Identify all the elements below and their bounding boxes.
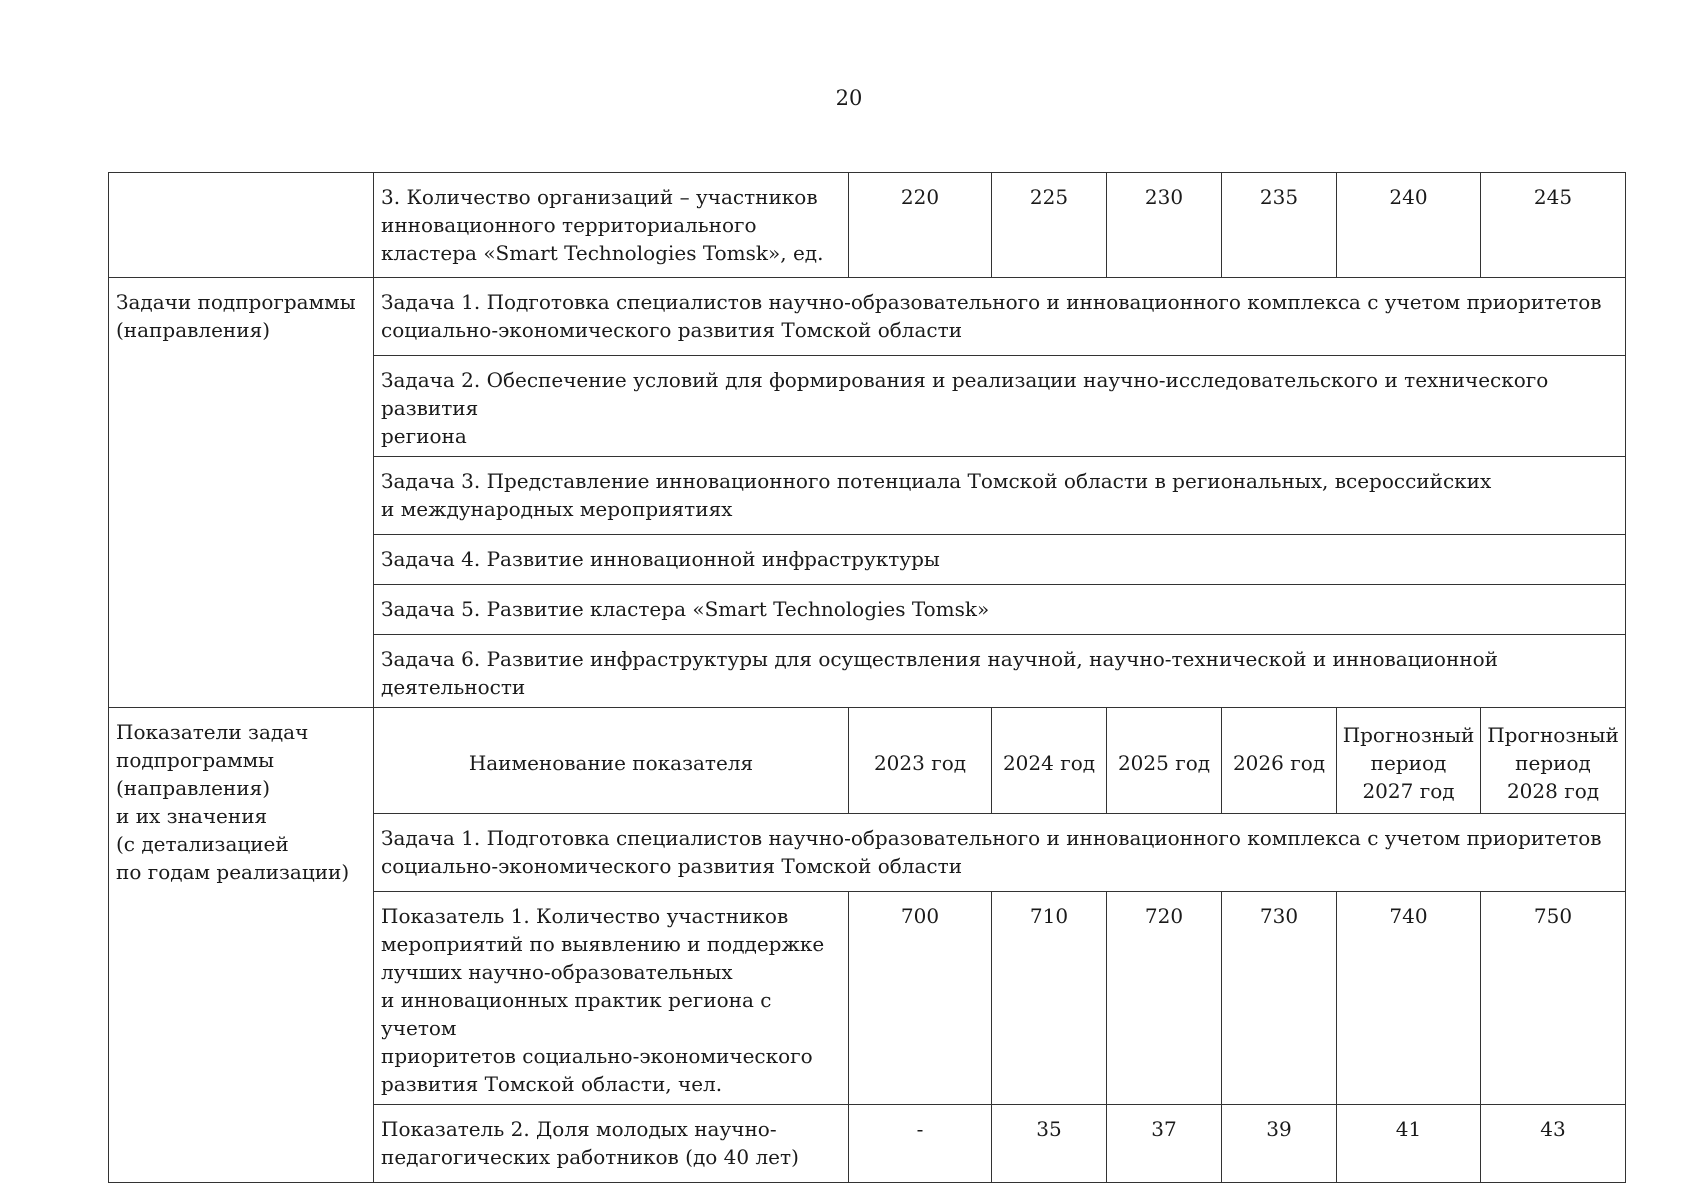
value-2028: 245 — [1481, 173, 1626, 278]
table-row-org-count — [109, 173, 1626, 278]
value-2027: 740 — [1337, 892, 1481, 1105]
header-2028 — [1481, 708, 1626, 814]
text-line: и инновационных практик региона с учетом — [381, 988, 772, 1040]
text-line: педагогических работников (до 40 лет) — [381, 1145, 799, 1169]
task-cell: Задача 5. Развитие кластера «Smart Technologies Tomsk» — [374, 585, 1626, 635]
text-line: Показатель 2. Доля молодых научно- — [381, 1117, 777, 1141]
table-row-indicator-header — [109, 708, 1626, 814]
page-number: 20 — [835, 86, 863, 110]
task-cell — [374, 814, 1626, 892]
empty-label-cell — [109, 173, 374, 278]
task-cell — [374, 278, 1626, 356]
text-line: 2028 год — [1506, 778, 1600, 803]
task-cell — [374, 457, 1626, 535]
subprogram-table — [108, 172, 1626, 1183]
text-line: подпрограммы — [116, 748, 275, 772]
header-2024: 2024 год — [992, 708, 1107, 814]
text-line: 3. Количество организаций – участников — [381, 185, 818, 209]
header-2025: 2025 год — [1107, 708, 1222, 814]
header-2027 — [1337, 708, 1481, 814]
text-line: Задачи подпрограммы — [116, 290, 356, 314]
text-line: Задача 3. Представление инновационного потенциала Томской области в региональных, всероссийских — [381, 469, 1492, 493]
text-line: (направления) — [116, 318, 270, 342]
text-line: Прогнозный — [1487, 722, 1619, 747]
tasks-label-cell — [109, 278, 374, 708]
indicators-label-cell — [109, 708, 374, 1183]
text-line: мероприятий по выявлению и поддержке — [381, 932, 825, 956]
text-line: период — [1515, 750, 1591, 775]
value-2025: 37 — [1107, 1105, 1222, 1183]
text-line: кластера «Smart Technologies Tomsk», ед. — [381, 241, 824, 265]
value-2023: 700 — [849, 892, 992, 1105]
value-2024: 225 — [992, 173, 1107, 278]
value-2025: 720 — [1107, 892, 1222, 1105]
text-line: и международных мероприятиях — [381, 497, 733, 521]
value-2023: 220 — [849, 173, 992, 278]
header-indicator-name: Наименование показателя — [374, 708, 849, 814]
value-2024: 35 — [992, 1105, 1107, 1183]
text-line: приоритетов социально-экономического — [381, 1044, 813, 1068]
indicator-name-cell — [374, 892, 849, 1105]
text-line: период — [1370, 750, 1447, 775]
value-2026: 730 — [1222, 892, 1337, 1105]
value-2026: 235 — [1222, 173, 1337, 278]
header-2023: 2023 год — [849, 708, 992, 814]
value-2027: 41 — [1337, 1105, 1481, 1183]
text-line: региона — [381, 424, 467, 448]
text-line: Прогнозный — [1342, 722, 1475, 747]
text-line: лучших научно-образовательных — [381, 960, 733, 984]
text-line: (направления) — [116, 776, 270, 800]
value-2026: 39 — [1222, 1105, 1337, 1183]
text-line: 2027 год — [1362, 778, 1455, 803]
value-2024: 710 — [992, 892, 1107, 1105]
table-row-task-1 — [109, 278, 1626, 356]
text-line: Показатели задач — [116, 720, 309, 744]
text-line: Показатель 1. Количество участников — [381, 904, 789, 928]
text-line: инновационного территориального — [381, 213, 757, 237]
task-cell: Задача 4. Развитие инновационной инфраструктуры — [374, 535, 1626, 585]
task-cell: Задача 6. Развитие инфраструктуры для осуществления научной, научно-технической и инновационной деятельности — [374, 635, 1626, 708]
text-line: Задача 1. Подготовка специалистов научно-образовательного и инновационного комплекса с учетом приоритетов — [381, 290, 1602, 314]
task-cell — [374, 356, 1626, 457]
value-2028: 750 — [1481, 892, 1626, 1105]
value-2025: 230 — [1107, 173, 1222, 278]
indicator-name-cell — [374, 1105, 849, 1183]
text-line: развития Томской области, чел. — [381, 1072, 723, 1096]
text-line: и их значения — [116, 804, 268, 828]
text-line: (с детализацией — [116, 832, 289, 856]
value-2028: 43 — [1481, 1105, 1626, 1183]
text-line: по годам реализации) — [116, 860, 350, 884]
text-line: Задача 2. Обеспечение условий для формирования и реализации научно-исследовательского и технического развития — [381, 368, 1549, 420]
header-2026: 2026 год — [1222, 708, 1337, 814]
indicator-name-cell — [374, 173, 849, 278]
text-line: Задача 1. Подготовка специалистов научно-образовательного и инновационного комплекса с учетом приоритетов — [381, 826, 1602, 850]
value-2023: - — [849, 1105, 992, 1183]
value-2027: 240 — [1337, 173, 1481, 278]
text-line: социально-экономического развития Томской области — [381, 318, 963, 342]
text-line: социально-экономического развития Томской области — [381, 854, 963, 878]
